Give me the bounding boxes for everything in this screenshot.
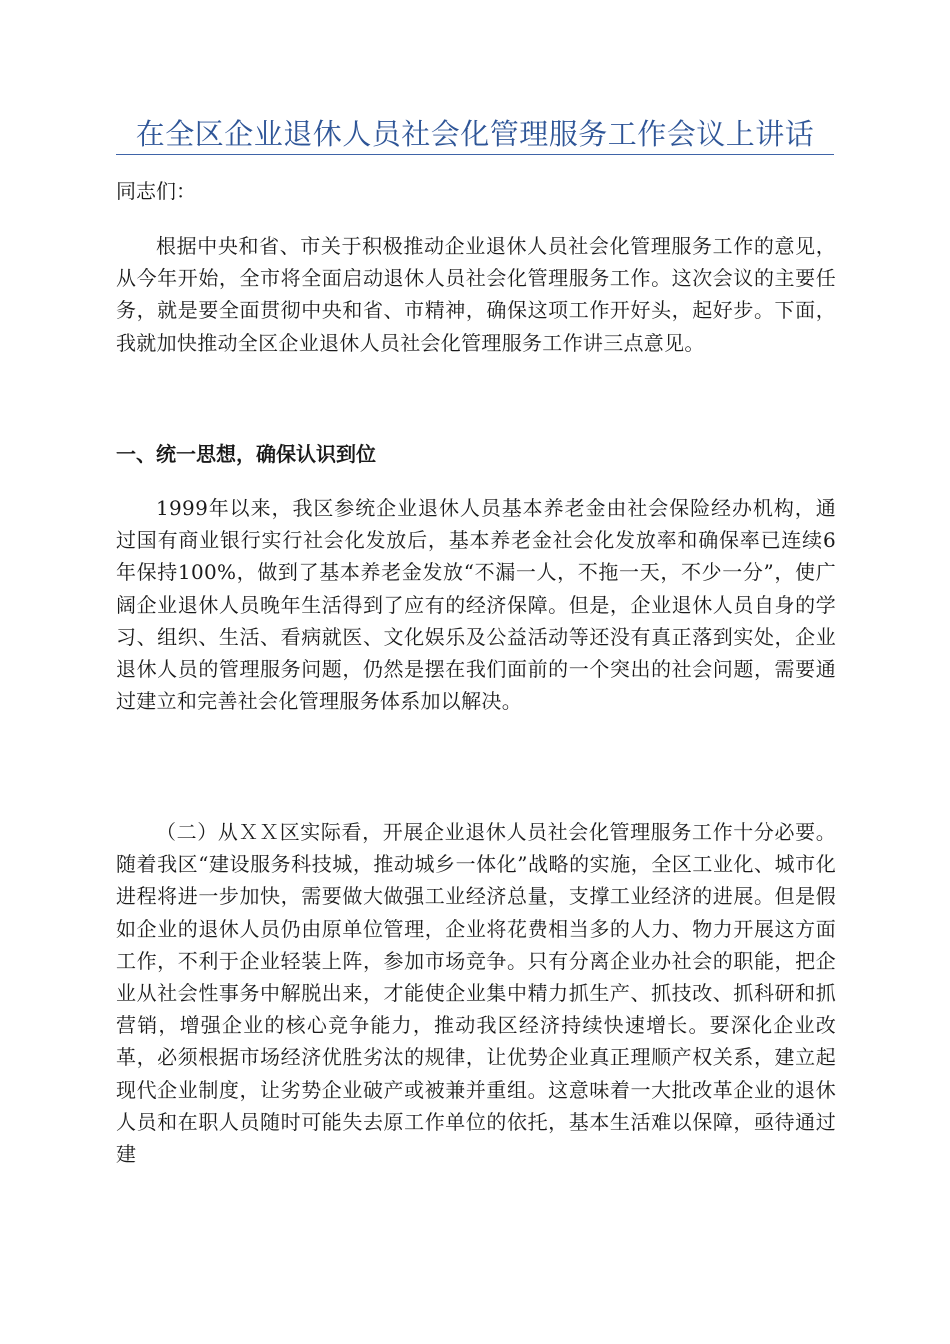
section-paragraph-2: （二）从ＸＸ区实际看，开展企业退休人员社会化管理服务工作十分必要。随着我区“建设服务科技城，推动城乡一体化”战略的实施，全区工业化、城市化进程将进一步加快，需要做大做强工业经济总量，支撑工业经济的进展。但是假如企业的退休人员仍由原单位管理，企业将花费相当多的人力、物力开展这方面工作，不利于企业轻装上阵，参加市场竞争。只有分离企业办社会的职能，把企业从社会性事务中解脱出来，才能使企业集中精力抓生产、抓技改、抓科研和抓营销，增强企业的核心竞争能力，推动我区经济持续快速增长。要深化企业改革，必须根据市场经济优胜劣汰的规律，让优势企业真正理顺产权关系，建立起现代企业制度，让劣势企业破产或被兼并重组。这意味着一大批改革企业的退休人员和在职人员随时可能失去原工作单位的依托，基本生活难以保障，亟待通过建 bbox=[116, 820, 836, 1167]
title-underline bbox=[116, 154, 834, 155]
section-paragraph-1: 1999年以来，我区参统企业退休人员基本养老金由社会保险经办机构，通过国有商业银行实行社会化发放后，基本养老金社会化发放率和确保率已连续6年保持100%，做到了基本养老金发放“不漏一人，不拖一天，不少一分”，使广阔企业退休人员晚年生活得到了应有的经济保障。但是，企业退休人员自身的学习、组织、生活、看病就医、文化娱乐及公益活动等还没有真正落到实处，企业退休人员的管理服务问题，仍然是摆在我们面前的一个突出的社会问题，需要通过建立和完善社会化管理服务体系加以解决。 bbox=[116, 496, 836, 714]
section-heading: 一、统一思想，确保认识到位 bbox=[116, 442, 376, 466]
salutation: 同志们： bbox=[116, 179, 196, 203]
document-title: 在全区企业退休人员社会化管理服务工作会议上讲话 bbox=[135, 117, 815, 151]
intro-paragraph: 根据中央和省、市关于积极推动企业退休人员社会化管理服务工作的意见，从今年开始，全市将全面启动退休人员社会化管理服务工作。这次会议的主要任务，就是要全面贯彻中央和省、市精神，确保这项工作开好头，起好步。下面，我就加快推动全区企业退休人员社会化管理服务工作讲三点意见。 bbox=[116, 234, 836, 355]
